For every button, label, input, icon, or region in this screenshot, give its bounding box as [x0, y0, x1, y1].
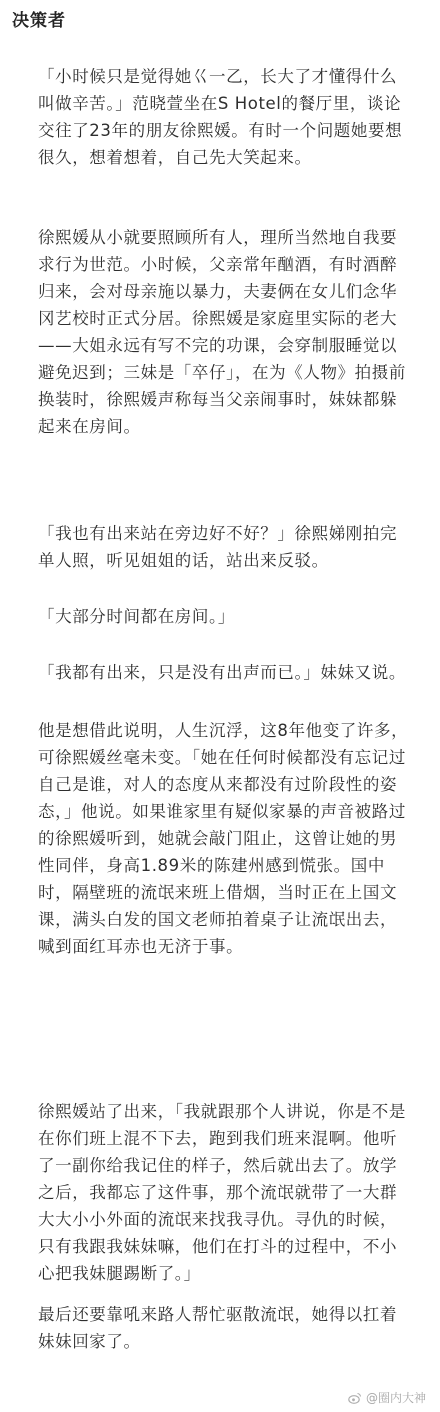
watermark-text: @圈内大神 [365, 1391, 426, 1405]
article-paragraph: 最后还要靠吼来路人帮忙驱散流氓，她得以扛着妹妹回家了。 [38, 1305, 398, 1351]
article-paragraph: 徐熙媛从小就要照顾所有人，理所当然地自我要求行为世范。小时候，父亲常年酗酒，有时酒醉归来，会对母亲施以暴力，夫妻俩在女儿们念华冈艺校时正式分居。徐熙媛是家庭里实际的老大——大姐永远有写不完的功课，会穿制服睡觉以避免迟到；三妹是「卒仔」，在为《人物》拍摄前换装时，徐熙媛声称每当父亲闹事时，妹妹都躲起来在房间。 [38, 228, 406, 436]
watermark [348, 1389, 426, 1406]
article-paragraph: 「大部分时间都在房间。」 [38, 607, 235, 626]
article-paragraph: 徐熙媛站了出来，「我就跟那个人讲说，你是不是在你们班上混不下去，跑到我们班来混啊。他听了一副你给我记住的样子，然后就出去了。放学之后，我都忘了这件事，那个流氓就带了一大群大大小小外面的流氓来找我寻仇。寻仇的时候，只有我跟我妹妹嘛，他们在打斗的过程中，不小心把我妹腿踢断了。」 [38, 1102, 406, 1283]
article-paragraph: 「我也有出来站在旁边好不好？」徐熙娣刚拍完单人照，听见姐姐的话，站出来反驳。 [38, 524, 398, 570]
article-title: 决策者 [12, 11, 66, 31]
article-paragraph: 他是想借此说明，人生沉浮，这8年他变了许多，可徐熙媛丝毫未变。「她在任何时候都没有忘记过自己是谁，对人的态度从来都没有过阶段性的姿态，」他说。如果谁家里有疑似家暴的声音被路过的徐熙媛听到，她就会敲门阻止，这曾让她的男性同伴，身高1.89米的陈建州感到慌张。国中时，隔壁班的流氓来班上借烟，当时正在上国文课，满头白发的国文老师拍着桌子让流氓出去，喊到面红耳赤也无济于事。 [38, 721, 409, 956]
article-paragraph: 「我都有出来，只是没有出声而已。」妹妹又说。 [38, 663, 406, 682]
article-paragraph: 「小时候只是觉得她巜一乙，长大了才懂得什么叫做辛苦。」范晓萱坐在S Hotel的餐厅里，谈论交往了23年的朋友徐熙媛。有时一个问题她要想很久，想着想着，自己先大笑起来。 [38, 67, 403, 167]
weibo-icon [348, 1391, 362, 1405]
